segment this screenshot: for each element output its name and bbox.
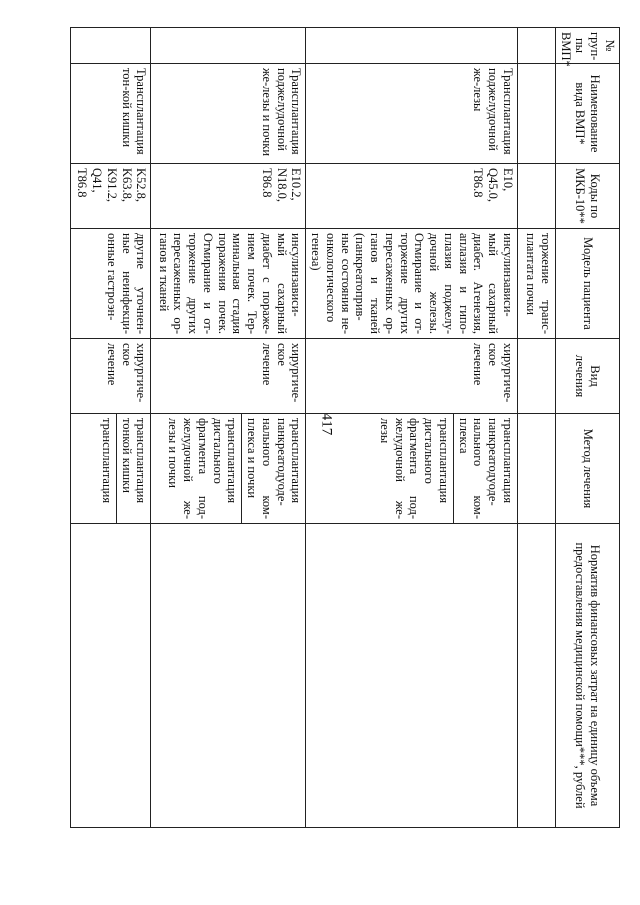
cell-cost-norm <box>306 524 518 828</box>
cell-patient-model: инсулинзависи-мый сахарный диабет с пораже-нием почек. Тер-минальная стадия поражения почек. Отмирание и от-торжение других пересаженных ор-ганов и тканей <box>151 229 306 339</box>
method-item: трансплантация панкреатодуоде-нального ком-плекса и почки <box>245 418 304 519</box>
vmp-table <box>71 27 621 828</box>
method-item: трансплантация дистального фрагмента под-желудочной же-лезы и почки <box>164 414 243 523</box>
cell-mkb-codes: E10, Q45.0, T86.8 <box>306 164 518 229</box>
table-row <box>71 28 151 828</box>
method-item: трансплантация <box>97 414 117 523</box>
cell-mkb-codes <box>518 164 556 229</box>
cell-treatment-type <box>518 339 556 414</box>
cell-group-no <box>518 28 556 64</box>
cell-group-no <box>151 28 306 64</box>
cell-vmp-name: Трансплантация поджелудочной же-лезы и почки <box>151 64 306 164</box>
cell-cost-norm <box>71 524 151 828</box>
header-treatment-method: Метод лечения <box>556 414 620 524</box>
cell-treatment-method <box>151 414 306 524</box>
method-item: трансплантация панкреатодуоде-нального ком-плекса <box>456 418 515 519</box>
header-treatment-type: Вид лечения <box>556 339 620 414</box>
cell-group-no <box>71 28 151 64</box>
cell-cost-norm <box>518 524 556 828</box>
cell-treatment-method <box>306 414 518 524</box>
cell-patient-model: другие уточнен-ные неинфекци-онные гастроэн- <box>71 229 151 339</box>
rotated-table-wrapper <box>75 27 620 827</box>
cell-patient-model: торжение транс-плантата почки <box>518 229 556 339</box>
table-row <box>306 28 518 828</box>
cell-group-no <box>306 28 518 64</box>
header-vmp-name: Наименование вида ВМП* <box>556 64 620 164</box>
cell-vmp-name: Трансплантация тон-кой кишки <box>71 64 151 164</box>
header-row <box>556 28 620 828</box>
cell-treatment-method <box>71 414 151 524</box>
method-item: трансплантация дистального фрагмента под-желудочной же-лезы <box>375 414 454 523</box>
cell-treatment-type: хирургиче-ское лечение <box>71 339 151 414</box>
cell-mkb-codes: E10.2, N18.0, T86.8 <box>151 164 306 229</box>
page-number: 417 <box>318 412 335 436</box>
cell-mkb-codes: K52.8, K63.8, K91.2, Q41, T86.8 <box>71 164 151 229</box>
cell-patient-model: инсулинзависи-мый сахарный диабет. Агенезия, аплазия и гипо-плазия поджелу-дочной железы. Отмирание и от-торжение других пересаженных ор-ганов и тканей (панкреатоприв-ные состояния не-онкологического генеза) <box>306 229 518 339</box>
table-row <box>151 28 306 828</box>
cell-treatment-method <box>518 414 556 524</box>
cell-treatment-type: хирургиче-ское лечение <box>306 339 518 414</box>
table-row <box>518 28 556 828</box>
method-item: трансплантация тонкой кишки <box>119 418 149 504</box>
header-cost-norm: Норматив финансовых затрат на единицу объема предоставления медицинской помощи***, рублей <box>556 524 620 828</box>
header-group-no: № груп-пы ВМП* <box>556 28 620 64</box>
cell-cost-norm <box>151 524 306 828</box>
header-mkb-codes: Коды по МКБ-10** <box>556 164 620 229</box>
cell-vmp-name <box>518 64 556 164</box>
cell-vmp-name: Трансплантация поджелудочной же-лезы <box>306 64 518 164</box>
cell-treatment-type: хирургиче-ское лечение <box>151 339 306 414</box>
header-patient-model: Модель пациента <box>556 229 620 339</box>
